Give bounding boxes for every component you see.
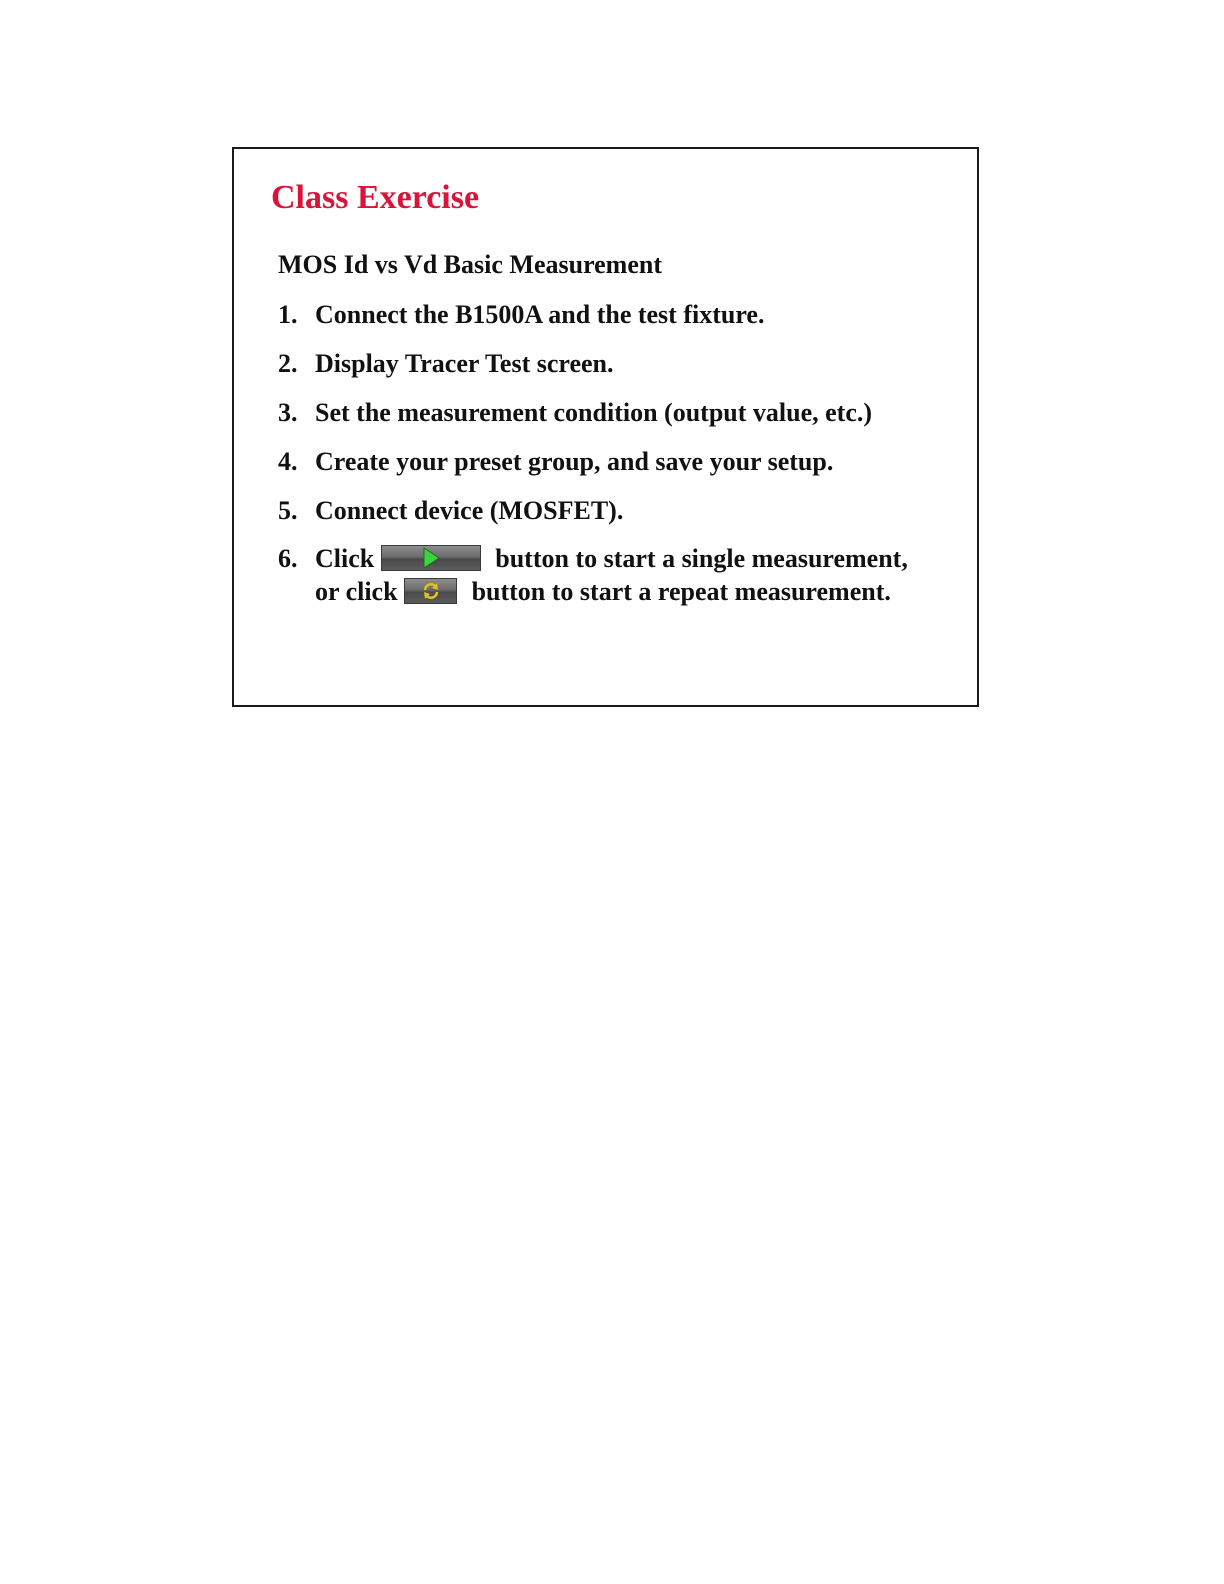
step-text: Display Tracer Test screen.	[315, 349, 614, 378]
step6-line-repeat	[315, 575, 908, 608]
step6-line-single	[315, 542, 908, 575]
step-text: Set the measurement condition (output value, etc.)	[315, 398, 873, 427]
slide-title: Class Exercise	[271, 179, 480, 216]
step-item	[278, 494, 623, 527]
step-item	[278, 542, 908, 608]
single-measure-button[interactable]	[381, 545, 481, 571]
step-item	[278, 445, 833, 478]
step-number: 5.	[278, 496, 298, 525]
or-click-label: or click	[315, 577, 398, 606]
step-item	[278, 347, 614, 380]
step-text: Create your preset group, and save your setup.	[315, 447, 834, 476]
repeat-measure-button[interactable]	[404, 578, 457, 604]
play-icon	[422, 547, 440, 569]
step-number: 6.	[278, 544, 298, 573]
step-text: Connect the B1500A and the test fixture.	[315, 300, 765, 329]
click-label: Click	[315, 544, 375, 573]
repeat-icon	[421, 581, 441, 601]
single-measure-text: button to start a single measurement,	[495, 544, 908, 573]
repeat-measure-text: button to start a repeat measurement.	[471, 577, 891, 606]
step-number: 2.	[278, 349, 298, 378]
step-number: 1.	[278, 300, 298, 329]
slide-subtitle: MOS Id vs Vd Basic Measurement	[278, 250, 662, 279]
step-number: 4.	[278, 447, 298, 476]
slide-frame	[232, 147, 979, 707]
step-item	[278, 396, 872, 429]
step-text: Connect device (MOSFET).	[315, 496, 624, 525]
step-number: 3.	[278, 398, 298, 427]
step-item	[278, 298, 764, 331]
